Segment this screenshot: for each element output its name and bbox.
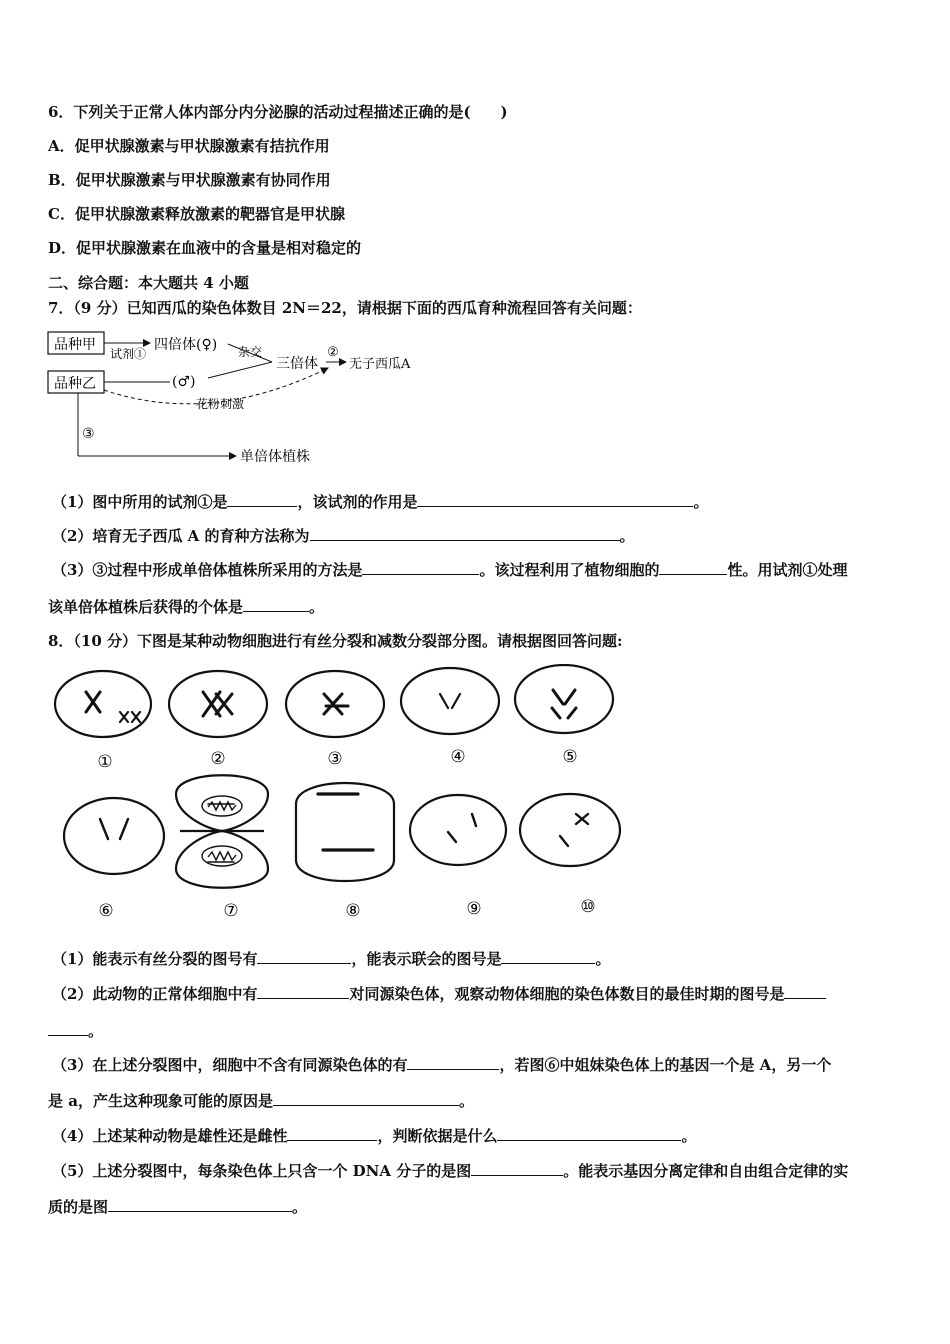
q6-option-b: B．促甲状腺激素与甲状腺激素有协同作用: [48, 171, 331, 189]
q8-stem: 8．（10 分）下图是某种动物细胞进行有丝分裂和减数分裂部分图。请根据图回答问题:: [48, 632, 623, 650]
answer-blank[interactable]: [310, 525, 620, 541]
q6-option-a: A．促甲状腺激素与甲状腺激素有拮抗作用: [48, 137, 330, 155]
cell-5: [515, 665, 613, 733]
haploid-label: 单倍体植株: [240, 449, 310, 465]
q8-sub4: （4）上述某种动物是雄性还是雌性 ，判断依据是什么 。: [52, 1127, 697, 1145]
cell-label: ⑨: [466, 899, 482, 919]
chromosome: [324, 694, 348, 714]
cross-line-bottom: [208, 362, 272, 378]
chromosome: [440, 694, 460, 708]
seedless-label: 无子西瓜A: [349, 357, 411, 372]
chromosome: [100, 819, 128, 839]
q6-option-c: C．促甲状腺激素释放激素的靶器官是甲状腺: [48, 205, 345, 223]
section-title: 二、综合题：本大题共 4 小题: [48, 274, 249, 292]
cell-label: ④: [450, 747, 466, 767]
cell-9: [410, 795, 506, 865]
answer-blank[interactable]: [471, 1160, 563, 1176]
answer-blank[interactable]: [243, 596, 309, 612]
answer-blank[interactable]: [48, 1020, 88, 1036]
q8-sub2-cont: 。: [48, 1020, 103, 1041]
q7-sub2: （2）培育无子西瓜 A 的育种方法称为 。: [52, 527, 635, 545]
answer-blank[interactable]: [501, 948, 595, 964]
answer-blank[interactable]: [273, 1090, 459, 1106]
cell-label: ⑦: [223, 901, 239, 921]
q8-sub3-cont: 是 a，产生这种现象可能的原因是 。: [48, 1092, 474, 1110]
q7-sub3: （3）③过程中形成单倍体植株所采用的方法是 。该过程利用了植物细胞的 性。用试剂①处理: [52, 561, 848, 579]
cell-label: ⑤: [562, 747, 578, 767]
breeding-flow-diagram: [40, 326, 460, 476]
cell-label: ⑩: [580, 897, 596, 917]
chromosome: [86, 692, 100, 712]
cell-10: [520, 794, 620, 866]
cross-label: 杂交: [238, 345, 263, 359]
q6-stem: 6．下列关于正常人体内部分内分泌腺的活动过程描述正确的是( ): [48, 103, 508, 121]
chromosome: [120, 712, 140, 722]
cell-label: ①: [97, 752, 113, 772]
answer-blank[interactable]: [417, 491, 693, 507]
cell-2: [169, 671, 267, 737]
cell-label: ③: [327, 749, 343, 769]
cell-1: [55, 671, 151, 737]
answer-blank[interactable]: [227, 491, 297, 507]
answer-blank[interactable]: [362, 559, 479, 575]
q6-option-d: D．促甲状腺激素在血液中的含量是相对稳定的: [48, 239, 362, 257]
answer-blank[interactable]: [784, 983, 826, 999]
chromosome: [560, 814, 588, 846]
variety-b-label: 品种乙: [54, 376, 96, 392]
cell-label: ⑥: [98, 901, 114, 921]
answer-blank[interactable]: [497, 1125, 681, 1141]
triploid-label: 三倍体: [276, 356, 318, 372]
q8-sub5: （5）上述分裂图中，每条染色体上只含一个 DNA 分子的是图 。能表示基因分离定律和自由组合定律的实: [52, 1162, 849, 1180]
chromosome: [203, 692, 232, 716]
cell-division-figure: [48, 664, 628, 924]
q7-sub1: （1）图中所用的试剂①是 ，该试剂的作用是 。: [52, 493, 709, 511]
chromosome: [448, 814, 476, 842]
q7-stem: 7．（9 分）已知西瓜的染色体数目 2N＝22，请根据下面的西瓜育种流程回答有关问题：: [48, 299, 642, 317]
cell-8: [296, 783, 394, 881]
tetraploid-label: 四倍体(♀): [154, 337, 218, 353]
cell-4: [401, 668, 499, 734]
answer-blank[interactable]: [659, 559, 727, 575]
answer-blank[interactable]: [287, 1125, 377, 1141]
chromosome: [552, 690, 576, 718]
step3-label: ③: [82, 426, 95, 442]
q7-sub3-cont: 该单倍体植株后获得的个体是 。: [48, 598, 325, 616]
cell-label: ⑧: [345, 901, 361, 921]
male-label: (♂): [172, 374, 196, 390]
q8-sub3: （3）在上述分裂图中，细胞中不含有同源染色体的有 ，若图⑥中姐妹染色体上的基因一个是 A，另一个: [52, 1056, 832, 1074]
q8-sub5-cont: 质的是图 。: [48, 1198, 308, 1216]
cell-label: ②: [210, 749, 226, 769]
reagent-label: 试剂①: [110, 347, 147, 361]
step2-label: ②: [327, 345, 339, 360]
pollen-label: 花粉刺激: [196, 397, 245, 411]
answer-blank[interactable]: [407, 1054, 499, 1070]
variety-a-label: 品种甲: [54, 337, 96, 353]
q8-sub1: （1）能表示有丝分裂的图号有 ，能表示联会的图号是 。: [52, 950, 611, 968]
cell-6: [64, 798, 164, 874]
chromosome: [318, 794, 373, 850]
answer-blank[interactable]: [108, 1196, 292, 1212]
q8-sub2: （2）此动物的正常体细胞中有 对同源染色体，观察动物体细胞的染色体数目的最佳时期的图号是: [52, 983, 826, 1004]
answer-blank[interactable]: [257, 948, 351, 964]
answer-blank[interactable]: [257, 983, 349, 999]
